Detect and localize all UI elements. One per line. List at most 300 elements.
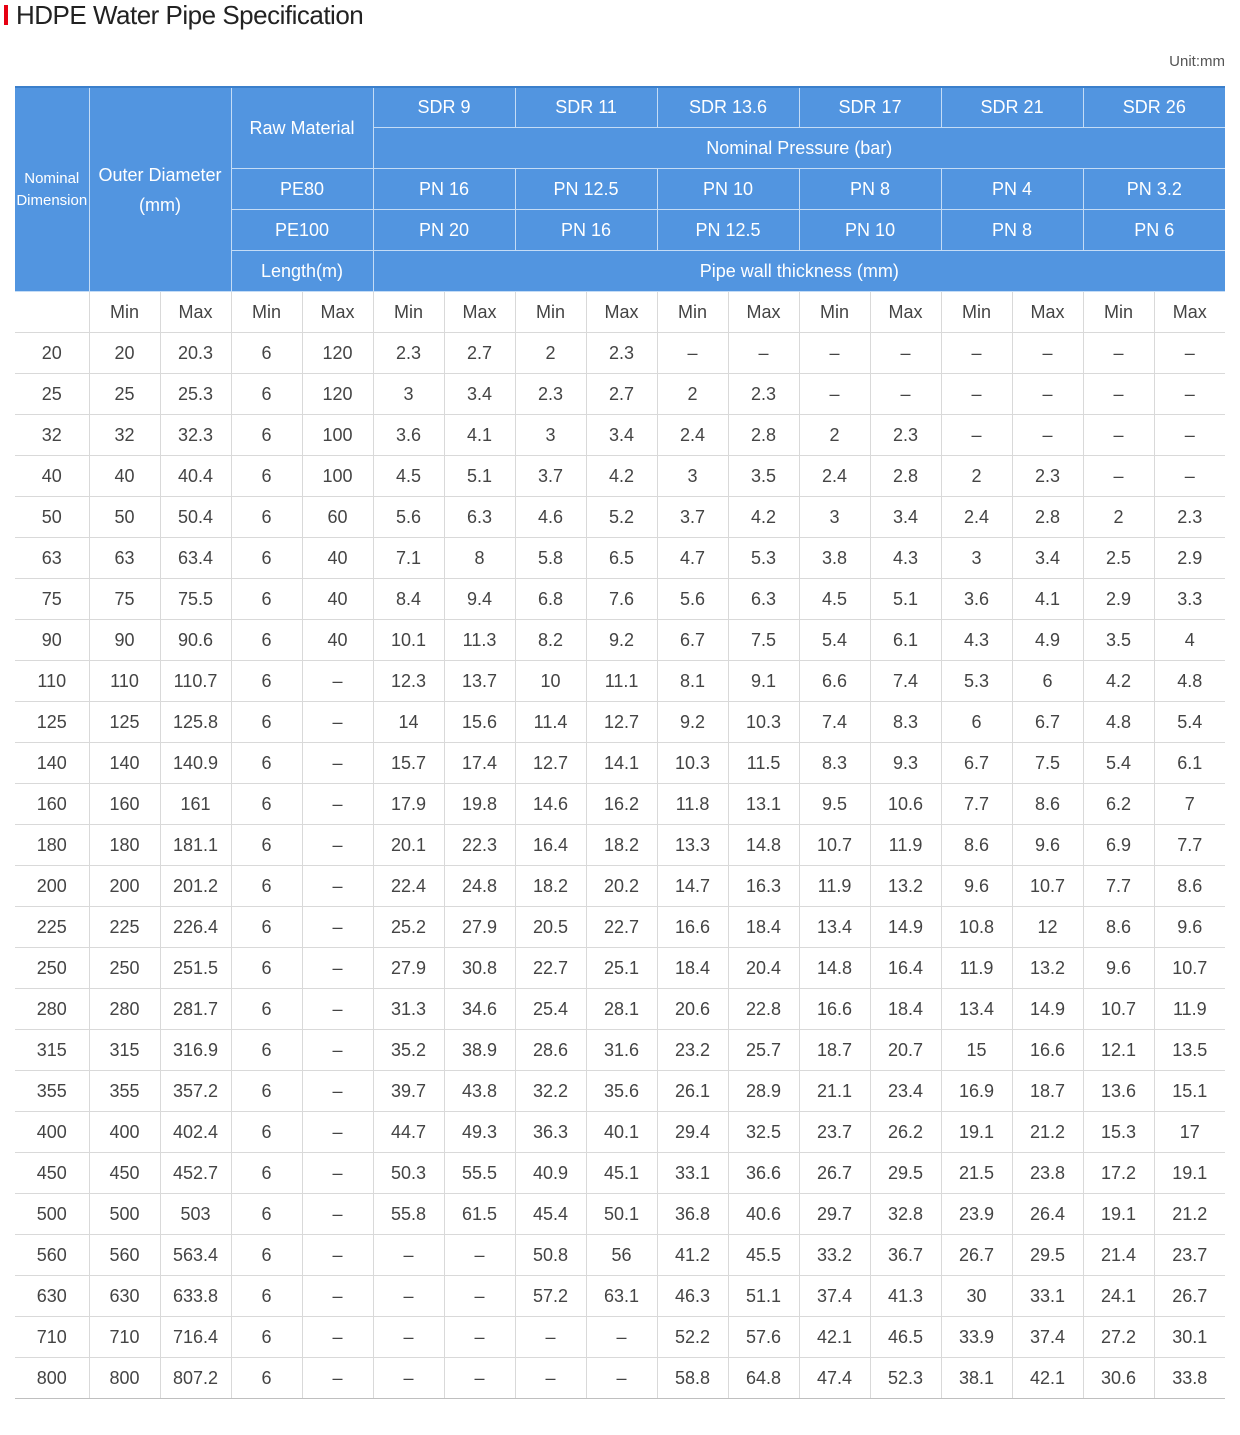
table-cell: – [657,333,728,374]
table-cell: 46.3 [657,1276,728,1317]
table-cell: 9.6 [1154,907,1225,948]
table-cell: 6 [231,866,302,907]
table-cell: 4.1 [1012,579,1083,620]
table-cell: 710 [15,1317,89,1358]
header-pe80: PE80 [231,169,373,210]
table-cell: 32.2 [515,1071,586,1112]
table-cell: 500 [15,1194,89,1235]
table-cell: 24.1 [1083,1276,1154,1317]
table-cell: – [302,1276,373,1317]
header-pe80-pn: PN 8 [799,169,941,210]
table-cell: 40 [302,620,373,661]
table-cell: 11.4 [515,702,586,743]
table-cell: 14.1 [586,743,657,784]
table-cell: 5.8 [515,538,586,579]
table-cell: 6 [231,1235,302,1276]
table-cell: 3.4 [586,415,657,456]
table-cell: 5.4 [1083,743,1154,784]
subheader-min: Min [799,292,870,333]
table-cell: 2.8 [1012,497,1083,538]
table-cell: 316.9 [160,1030,231,1071]
table-cell: 630 [89,1276,160,1317]
table-cell: 100 [302,456,373,497]
spec-table-body [15,292,1225,1399]
table-cell: 6 [231,743,302,784]
table-cell: 63.1 [586,1276,657,1317]
table-row [15,825,1225,866]
table-cell: 402.4 [160,1112,231,1153]
table-cell: 55.8 [373,1194,444,1235]
table-cell: 450 [15,1153,89,1194]
table-cell: 357.2 [160,1071,231,1112]
table-cell: 28.6 [515,1030,586,1071]
table-cell: 21.2 [1154,1194,1225,1235]
table-cell: 19.1 [941,1112,1012,1153]
table-cell: 19.1 [1083,1194,1154,1235]
table-cell: 63 [15,538,89,579]
table-cell: 55.5 [444,1153,515,1194]
table-cell: – [444,1235,515,1276]
table-cell: 3.3 [1154,579,1225,620]
table-cell: 3.7 [657,497,728,538]
table-cell: 47.4 [799,1358,870,1399]
table-cell: 17 [1154,1112,1225,1153]
table-cell: 43.8 [444,1071,515,1112]
table-cell: 6.5 [586,538,657,579]
table-cell: 2.7 [444,333,515,374]
subheader-min: Min [1083,292,1154,333]
table-cell: 13.2 [870,866,941,907]
table-cell: 560 [89,1235,160,1276]
table-cell: 21.5 [941,1153,1012,1194]
table-cell: 2.4 [799,456,870,497]
table-cell: 400 [15,1112,89,1153]
table-cell: 3 [657,456,728,497]
table-cell: 12.7 [515,743,586,784]
table-cell: 6 [231,538,302,579]
subheader-min: Min [373,292,444,333]
table-cell: 61.5 [444,1194,515,1235]
table-cell: 16.4 [515,825,586,866]
table-cell: 6.3 [444,497,515,538]
table-cell: 110.7 [160,661,231,702]
table-row [15,1276,1225,1317]
table-cell: 50.4 [160,497,231,538]
table-cell: 19.1 [1154,1153,1225,1194]
table-cell: – [1083,456,1154,497]
table-cell: 18.4 [657,948,728,989]
table-cell: 33.1 [1012,1276,1083,1317]
table-cell: – [444,1317,515,1358]
subheader-min: Min [515,292,586,333]
table-cell: 120 [302,374,373,415]
table-cell: 13.5 [1154,1030,1225,1071]
table-cell: 6 [231,579,302,620]
table-cell: 25.7 [728,1030,799,1071]
table-cell: 5.6 [373,497,444,538]
table-cell: 6 [231,948,302,989]
table-cell: – [373,1358,444,1399]
table-cell: 160 [15,784,89,825]
table-cell: 51.1 [728,1276,799,1317]
table-cell: 58.8 [657,1358,728,1399]
table-cell: 6 [231,1153,302,1194]
table-cell: – [302,661,373,702]
table-cell: 40 [302,538,373,579]
table-cell: 280 [15,989,89,1030]
table-cell: 40.1 [586,1112,657,1153]
table-cell: – [302,866,373,907]
table-cell: 226.4 [160,907,231,948]
table-cell: 4.2 [1083,661,1154,702]
table-cell: 6.7 [657,620,728,661]
header-pe100-pn: PN 8 [941,210,1083,251]
header-sdr-21: SDR 21 [941,87,1083,128]
table-cell: – [1083,333,1154,374]
table-cell: 8.3 [870,702,941,743]
table-cell: 6 [231,456,302,497]
subheader-min: Min [89,292,160,333]
table-cell: – [373,1235,444,1276]
table-cell: 31.6 [586,1030,657,1071]
table-cell: 32 [15,415,89,456]
table-cell: 10 [515,661,586,702]
table-cell: 20.4 [728,948,799,989]
table-cell: 15.7 [373,743,444,784]
table-cell: 13.4 [799,907,870,948]
table-cell: 16.9 [941,1071,1012,1112]
table-cell: 4.2 [728,497,799,538]
header-sdr-11: SDR 11 [515,87,657,128]
table-cell: 40.9 [515,1153,586,1194]
table-cell: – [515,1358,586,1399]
table-cell: 16.2 [586,784,657,825]
table-cell: 6.7 [941,743,1012,784]
table-cell: 5.6 [657,579,728,620]
table-cell: – [941,415,1012,456]
table-cell: 2 [941,456,1012,497]
table-cell: 9.2 [657,702,728,743]
table-cell: 40 [15,456,89,497]
table-cell: 710 [89,1317,160,1358]
table-cell: 10.7 [799,825,870,866]
table-cell: – [870,333,941,374]
table-cell: 4.9 [1012,620,1083,661]
min-max-row [15,292,1225,333]
table-cell: 2.8 [870,456,941,497]
subheader-max: Max [302,292,373,333]
table-cell: 30.6 [1083,1358,1154,1399]
table-cell: 2.9 [1154,538,1225,579]
table-cell: 40.4 [160,456,231,497]
table-cell: 8 [444,538,515,579]
table-cell: 5.1 [444,456,515,497]
table-cell: 2.5 [1083,538,1154,579]
table-cell: 75 [15,579,89,620]
table-cell: 90 [15,620,89,661]
table-cell: 355 [15,1071,89,1112]
table-cell: 4 [1154,620,1225,661]
table-cell: 9.4 [444,579,515,620]
table-cell: 31.3 [373,989,444,1030]
table-cell: 125 [15,702,89,743]
table-cell: 4.5 [373,456,444,497]
table-cell: 50 [15,497,89,538]
table-cell: 11.9 [1154,989,1225,1030]
table-cell: 18.7 [1012,1071,1083,1112]
table-cell: – [1012,374,1083,415]
table-cell: 6 [231,1112,302,1153]
header-sdr-13-6: SDR 13.6 [657,87,799,128]
table-cell: 8.1 [657,661,728,702]
table-cell: 3.6 [373,415,444,456]
table-cell: 57.6 [728,1317,799,1358]
table-cell: 4.3 [870,538,941,579]
table-cell: 16.3 [728,866,799,907]
table-cell: 6.3 [728,579,799,620]
table-cell: 40.6 [728,1194,799,1235]
table-cell: 6.2 [1083,784,1154,825]
table-cell: 26.1 [657,1071,728,1112]
table-cell: 14.8 [728,825,799,866]
table-cell: 45.4 [515,1194,586,1235]
table-cell: 6.1 [870,620,941,661]
table-cell: 20.6 [657,989,728,1030]
table-cell: 3 [799,497,870,538]
table-cell: – [302,1194,373,1235]
table-cell: 9.1 [728,661,799,702]
table-cell: 250 [89,948,160,989]
table-cell: 52.3 [870,1358,941,1399]
spec-table-header [15,87,1225,292]
table-cell: 3 [373,374,444,415]
table-cell: – [1154,374,1225,415]
table-cell: 18.2 [515,866,586,907]
table-row [15,661,1225,702]
table-cell: 32.5 [728,1112,799,1153]
header-pe80-pn: PN 12.5 [515,169,657,210]
table-cell: 6 [231,825,302,866]
table-cell: 20 [89,333,160,374]
table-cell: 75 [89,579,160,620]
table-cell: 200 [89,866,160,907]
table-cell: 14.6 [515,784,586,825]
table-cell: 90.6 [160,620,231,661]
header-pe80-pn: PN 16 [373,169,515,210]
table-cell: 2.3 [586,333,657,374]
table-cell: 7 [1154,784,1225,825]
table-cell: 200 [15,866,89,907]
table-cell: 7.7 [1154,825,1225,866]
table-row [15,907,1225,948]
table-cell: – [941,374,1012,415]
table-cell: 3.4 [1012,538,1083,579]
table-cell: 29.7 [799,1194,870,1235]
table-cell: – [870,374,941,415]
header-pe80-pn: PN 10 [657,169,799,210]
table-cell: 2.7 [586,374,657,415]
table-cell: 15.3 [1083,1112,1154,1153]
table-row [15,538,1225,579]
table-cell: 22.7 [515,948,586,989]
header-length: Length(m) [231,251,373,292]
subheader-max: Max [1154,292,1225,333]
table-cell: 52.2 [657,1317,728,1358]
table-cell: 13.2 [1012,948,1083,989]
table-cell: 18.4 [728,907,799,948]
table-row [15,702,1225,743]
table-row [15,989,1225,1030]
table-cell: 30.8 [444,948,515,989]
table-cell: 160 [89,784,160,825]
table-cell: 8.2 [515,620,586,661]
table-row [15,579,1225,620]
table-cell: 26.7 [1154,1276,1225,1317]
table-cell: 10.7 [1012,866,1083,907]
subheader-max: Max [160,292,231,333]
table-cell: – [373,1276,444,1317]
table-cell: 26.2 [870,1112,941,1153]
table-cell: 23.4 [870,1071,941,1112]
table-cell: 6.8 [515,579,586,620]
header-pe100-pn: PN 16 [515,210,657,251]
table-row [15,1153,1225,1194]
table-cell: 17.2 [1083,1153,1154,1194]
subheader-empty [15,292,89,333]
table-cell: – [444,1358,515,1399]
table-cell: 281.7 [160,989,231,1030]
table-cell: 16.4 [870,948,941,989]
table-cell: 18.4 [870,989,941,1030]
table-cell: 140 [89,743,160,784]
table-cell: 56 [586,1235,657,1276]
table-cell: 563.4 [160,1235,231,1276]
table-cell: 33.1 [657,1153,728,1194]
table-cell: 13.3 [657,825,728,866]
table-cell: 37.4 [1012,1317,1083,1358]
table-cell: 20.5 [515,907,586,948]
table-cell: 20.7 [870,1030,941,1071]
table-cell: 29.5 [1012,1235,1083,1276]
table-cell: 28.1 [586,989,657,1030]
table-cell: 630 [15,1276,89,1317]
table-cell: 26.4 [1012,1194,1083,1235]
table-cell: 21.1 [799,1071,870,1112]
table-cell: 7.5 [728,620,799,661]
header-sdr-9: SDR 9 [373,87,515,128]
table-cell: 11.5 [728,743,799,784]
table-cell: 2.3 [1154,497,1225,538]
table-cell: 4.5 [799,579,870,620]
table-cell: 3.5 [728,456,799,497]
table-row [15,456,1225,497]
table-cell: 2 [799,415,870,456]
table-cell: 12.1 [1083,1030,1154,1071]
table-cell: 6 [231,1276,302,1317]
header-pe100: PE100 [231,210,373,251]
table-cell: 35.6 [586,1071,657,1112]
table-cell: 33.8 [1154,1358,1225,1399]
table-row [15,415,1225,456]
table-cell: 4.1 [444,415,515,456]
table-cell: 32.8 [870,1194,941,1235]
table-cell: 32 [89,415,160,456]
table-cell: 6.7 [1012,702,1083,743]
table-cell: – [515,1317,586,1358]
table-row [15,1071,1225,1112]
table-cell: 2.8 [728,415,799,456]
spec-table [15,86,1225,1399]
table-cell: 4.8 [1154,661,1225,702]
table-cell: 5.4 [1154,702,1225,743]
table-cell: 201.2 [160,866,231,907]
table-cell: 7.4 [870,661,941,702]
table-cell: 11.9 [799,866,870,907]
table-cell: 29.4 [657,1112,728,1153]
table-row [15,1317,1225,1358]
table-cell: 400 [89,1112,160,1153]
table-cell: – [1083,415,1154,456]
table-cell: 42.1 [799,1317,870,1358]
table-cell: 15.1 [1154,1071,1225,1112]
table-cell: – [1083,374,1154,415]
table-cell: 180 [89,825,160,866]
table-cell: 6 [231,989,302,1030]
table-cell: 14.9 [1012,989,1083,1030]
table-cell: – [302,784,373,825]
table-cell: 50.1 [586,1194,657,1235]
table-cell: – [302,1235,373,1276]
table-cell: 33.9 [941,1317,1012,1358]
table-cell: 4.6 [515,497,586,538]
page-title-wrap [0,0,363,30]
table-cell: 3.5 [1083,620,1154,661]
table-cell: – [302,989,373,1030]
unit-label: Unit:mm [1169,53,1225,70]
table-cell: 225 [89,907,160,948]
table-cell: 40 [89,456,160,497]
table-cell: 6 [231,661,302,702]
table-cell: 8.6 [941,825,1012,866]
table-cell: 6 [231,374,302,415]
table-cell: – [586,1317,657,1358]
table-cell: – [1012,415,1083,456]
table-cell: 16.6 [657,907,728,948]
table-cell: 16.6 [1012,1030,1083,1071]
table-cell: 20.2 [586,866,657,907]
table-cell: 25 [89,374,160,415]
table-cell: 7.7 [1083,866,1154,907]
table-cell: 12.3 [373,661,444,702]
table-row [15,333,1225,374]
table-cell: 21.4 [1083,1235,1154,1276]
table-cell: 633.8 [160,1276,231,1317]
table-cell: 280 [89,989,160,1030]
table-cell: 2 [657,374,728,415]
header-outer-diameter: Outer Diameter (mm) [89,87,231,292]
table-cell: 25.2 [373,907,444,948]
table-cell: 38.1 [941,1358,1012,1399]
table-cell: 6 [231,1358,302,1399]
table-row [15,1194,1225,1235]
table-cell: 27.9 [444,907,515,948]
table-cell: 9.5 [799,784,870,825]
table-cell: 42.1 [1012,1358,1083,1399]
table-cell: 7.1 [373,538,444,579]
table-cell: 33.2 [799,1235,870,1276]
table-cell: 8.6 [1012,784,1083,825]
table-cell: 6 [231,1030,302,1071]
